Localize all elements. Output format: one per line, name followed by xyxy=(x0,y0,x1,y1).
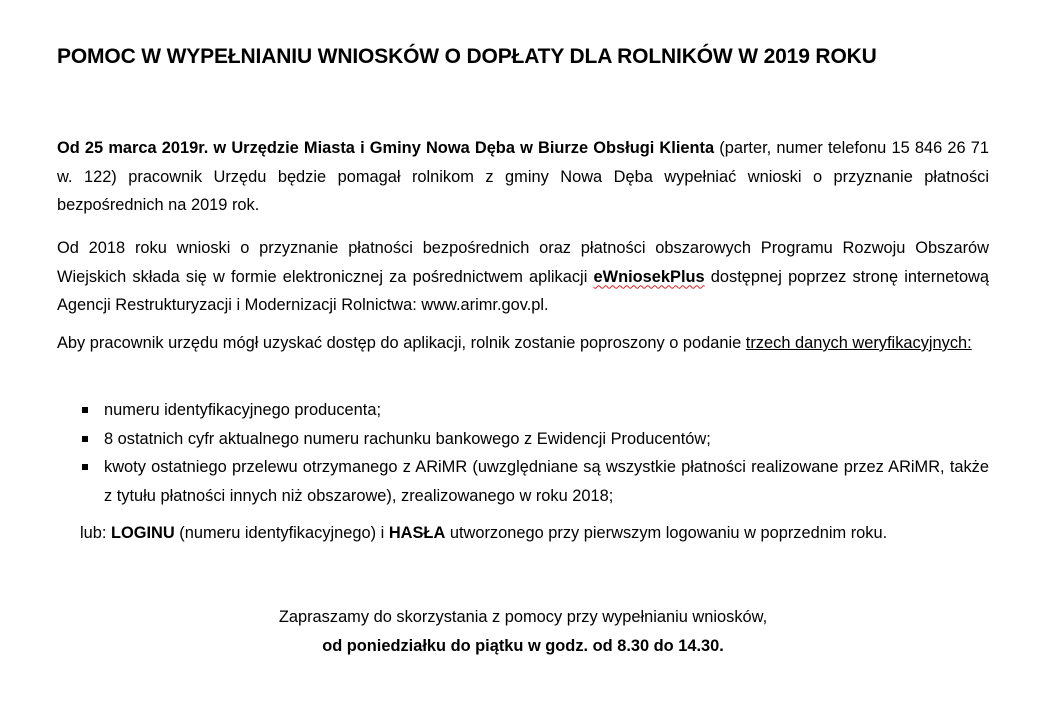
closing-invitation: Zapraszamy do skorzystania z pomocy przy wypełnianiu wniosków, xyxy=(278,608,768,626)
verification-underlined: trzech danych weryfikacyjnych: xyxy=(745,334,972,352)
list-item-text: numeru identyfikacyjnego producenta; xyxy=(104,401,381,419)
list-item-text: 8 ostatnich cyfr aktualnego numeru rachunku bankowego z Ewidencji Producentów; xyxy=(104,429,711,448)
application-text-after: dostępnej poprzez stronę internetową Agencji Restrukturyzacji i Modernizacji Rolnictwa: www.arimr.gov.pl. xyxy=(57,267,990,314)
application-paragraph xyxy=(57,234,989,320)
alt-mid: (numeru identyfikacyjnego) i xyxy=(174,524,389,542)
intro-text: (parter, numer telefonu 15 846 26 71 w. 122) pracownik Urzędu będzie pomagał rolnikom z gminy Nowa Dęba wypełniać wnioski o przyznanie płatności bezpośrednich na 2019 rok. xyxy=(57,139,989,214)
alternative-login-line xyxy=(80,519,989,548)
password-keyword: HASŁA xyxy=(388,524,446,542)
list-item xyxy=(57,453,989,510)
verification-paragraph xyxy=(57,329,989,358)
closing-hours: od poniedziałku do piątku w godz. od 8.30 do 14.30. xyxy=(322,636,724,655)
document-title: POMOC W WYPEŁNIANIU WNIOSKÓW O DOPŁATY DLA ROLNIKÓW W 2019 ROKU xyxy=(57,45,877,68)
alt-suffix: utworzonego przy pierwszym logowaniu w poprzednim roku. xyxy=(445,524,888,542)
square-bullet-icon xyxy=(82,436,88,442)
intro-paragraph xyxy=(57,134,989,220)
intro-bold-text: Od 25 marca 2019r. w Urzędzie Miasta i Gminy Nowa Dęba w Biurze Obsługi Klienta xyxy=(57,139,715,157)
application-text-before: Od 2018 roku wnioski o przyznanie płatności bezpośrednich oraz płatności obszarowych Programu Rozwoju Obszarów Wiejskich składa się w formie elektronicznej za pośrednictwem aplikacji xyxy=(57,239,989,286)
verification-list xyxy=(57,396,989,510)
app-name: eWniosekPlus xyxy=(593,267,705,286)
list-item xyxy=(57,396,989,425)
list-item xyxy=(57,425,989,454)
verification-text: Aby pracownik urzędu mógł uzyskać dostęp do aplikacji, rolnik zostanie poproszony o podanie xyxy=(57,334,746,352)
square-bullet-icon xyxy=(82,464,88,470)
alt-prefix: lub: xyxy=(80,524,111,542)
list-item-text: kwoty ostatniego przelewu otrzymanego z ARiMR (uwzględniane są wszystkie płatności realizowane przez ARiMR, także z tytułu płatności innych niż obszarowe), zrealizowanego w roku 2018; xyxy=(104,458,989,505)
login-keyword: LOGINU xyxy=(110,524,175,542)
closing-block xyxy=(57,603,989,660)
square-bullet-icon xyxy=(82,407,88,413)
